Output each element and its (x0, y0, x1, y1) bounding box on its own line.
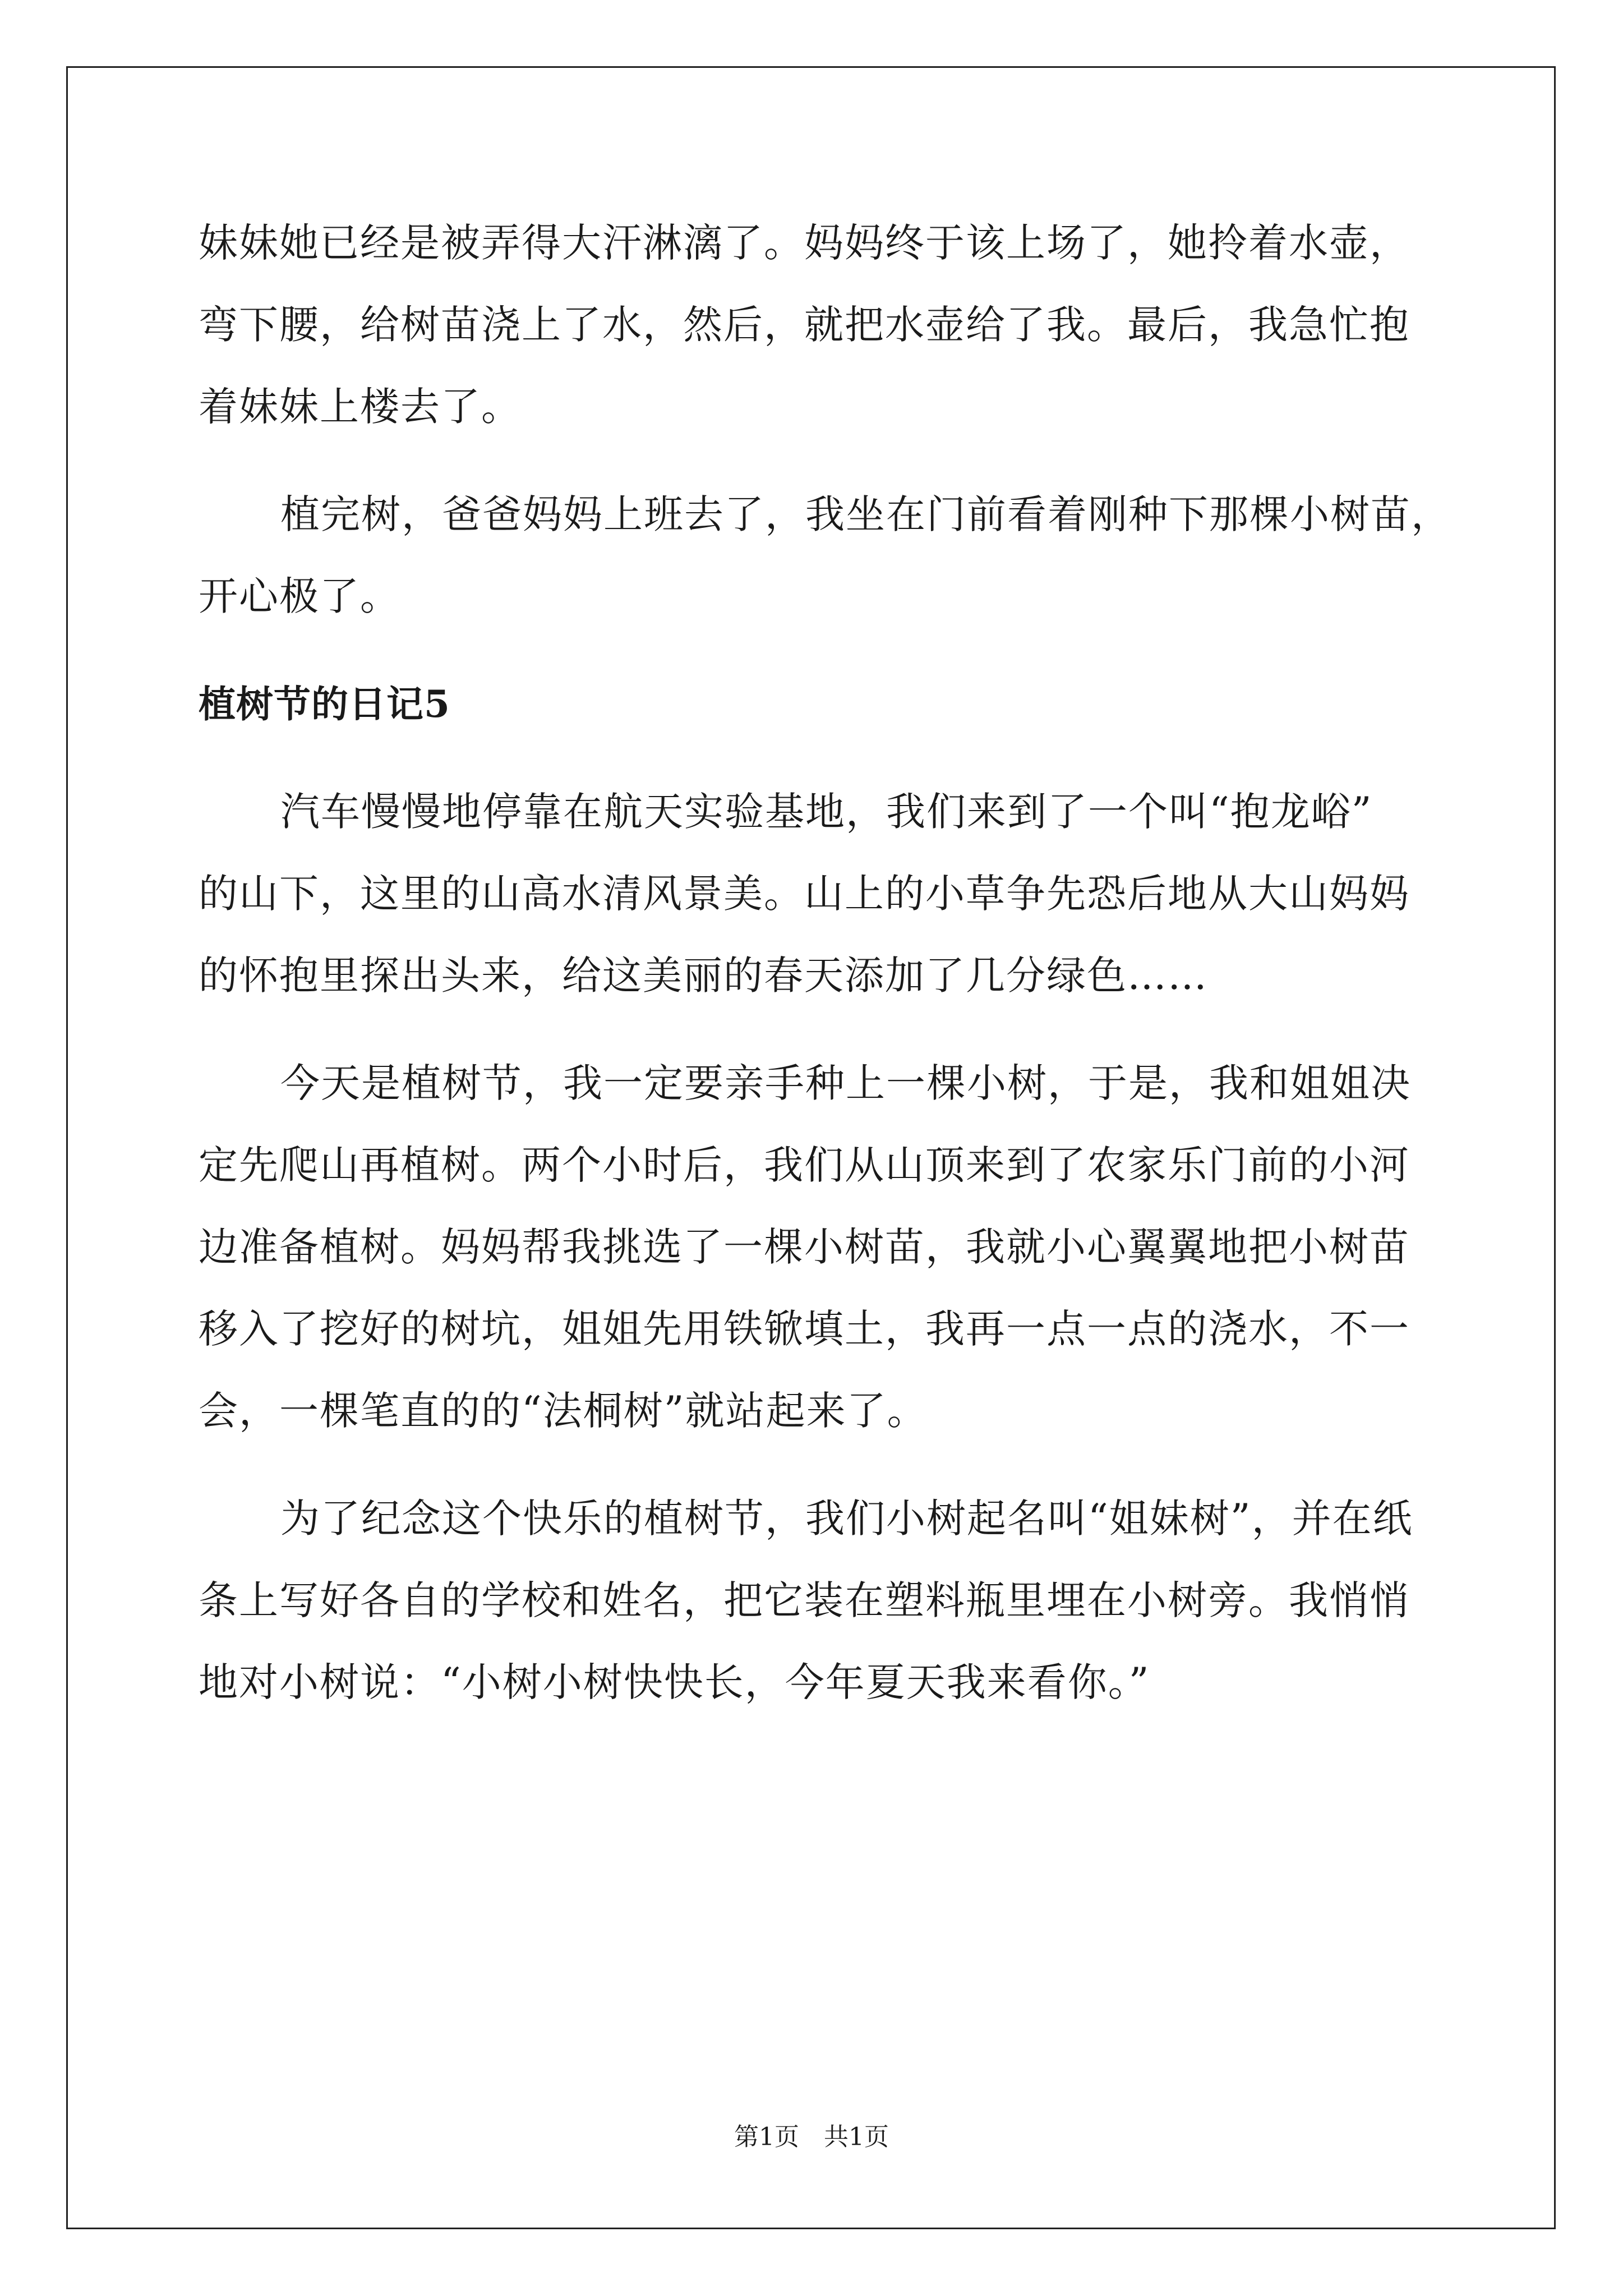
paragraph-3 (199, 771, 1449, 1016)
paragraph-4 (199, 1042, 1449, 1452)
text-line: 的怀抱里探出头来，给这美丽的春天添加了几分绿色…… (199, 953, 1208, 999)
paragraph-1 (199, 202, 1449, 448)
section-heading: 植树节的日记5 (199, 682, 450, 726)
text-line: 边准备植树。妈妈帮我挑选了一棵小树苗，我就小心翼翼地把小树苗 (199, 1224, 1410, 1270)
text-line: 地对小树说：“小树小树快快长，今年夏天我来看你。” (199, 1659, 1150, 1705)
text-line: 的山下，这里的山高水清风景美。山上的小草争先恐后地从大山妈妈 (199, 871, 1410, 917)
text-line: 定先爬山再植树。两个小时后，我们从山顶来到了农家乐门前的小河 (199, 1142, 1410, 1188)
text-line: 着妹妹上楼去了。 (199, 384, 522, 430)
text-line: 为了纪念这个快乐的植树节，我们小树起名叫“姐妹树”，并在纸 (280, 1496, 1413, 1542)
text-line: 开心极了。 (199, 573, 400, 619)
text-line: 汽车慢慢地停靠在航天实验基地，我们来到了一个叫“抱龙峪” (280, 789, 1373, 835)
paragraph-2 (199, 473, 1449, 637)
text-line: 移入了挖好的树坑，姐姐先用铁锨填土，我再一点一点的浇水，不一 (199, 1306, 1410, 1352)
text-line: 会，一棵笔直的的“法桐树”就站起来了。 (199, 1388, 928, 1434)
text-line: 今天是植树节，我一定要亲手种上一棵小树，于是，我和姐姐决 (280, 1060, 1411, 1106)
page-footer: 第1页 共1页 (734, 2123, 889, 2151)
text-line: 妹妹她已经是被弄得大汗淋漓了。妈妈终于该上场了，她拎着水壶， (199, 220, 1410, 266)
text-line: 弯下腰，给树苗浇上了水，然后，就把水壶给了我。最后，我急忙抱 (199, 302, 1410, 348)
document-body (199, 202, 1449, 1723)
paragraph-5 (199, 1478, 1449, 1723)
text-line: 条上写好各自的学校和姓名，把它装在塑料瓶里埋在小树旁。我悄悄 (199, 1577, 1410, 1623)
text-line: 植完树，爸爸妈妈上班去了，我坐在门前看着刚种下那棵小树苗， (280, 491, 1451, 537)
